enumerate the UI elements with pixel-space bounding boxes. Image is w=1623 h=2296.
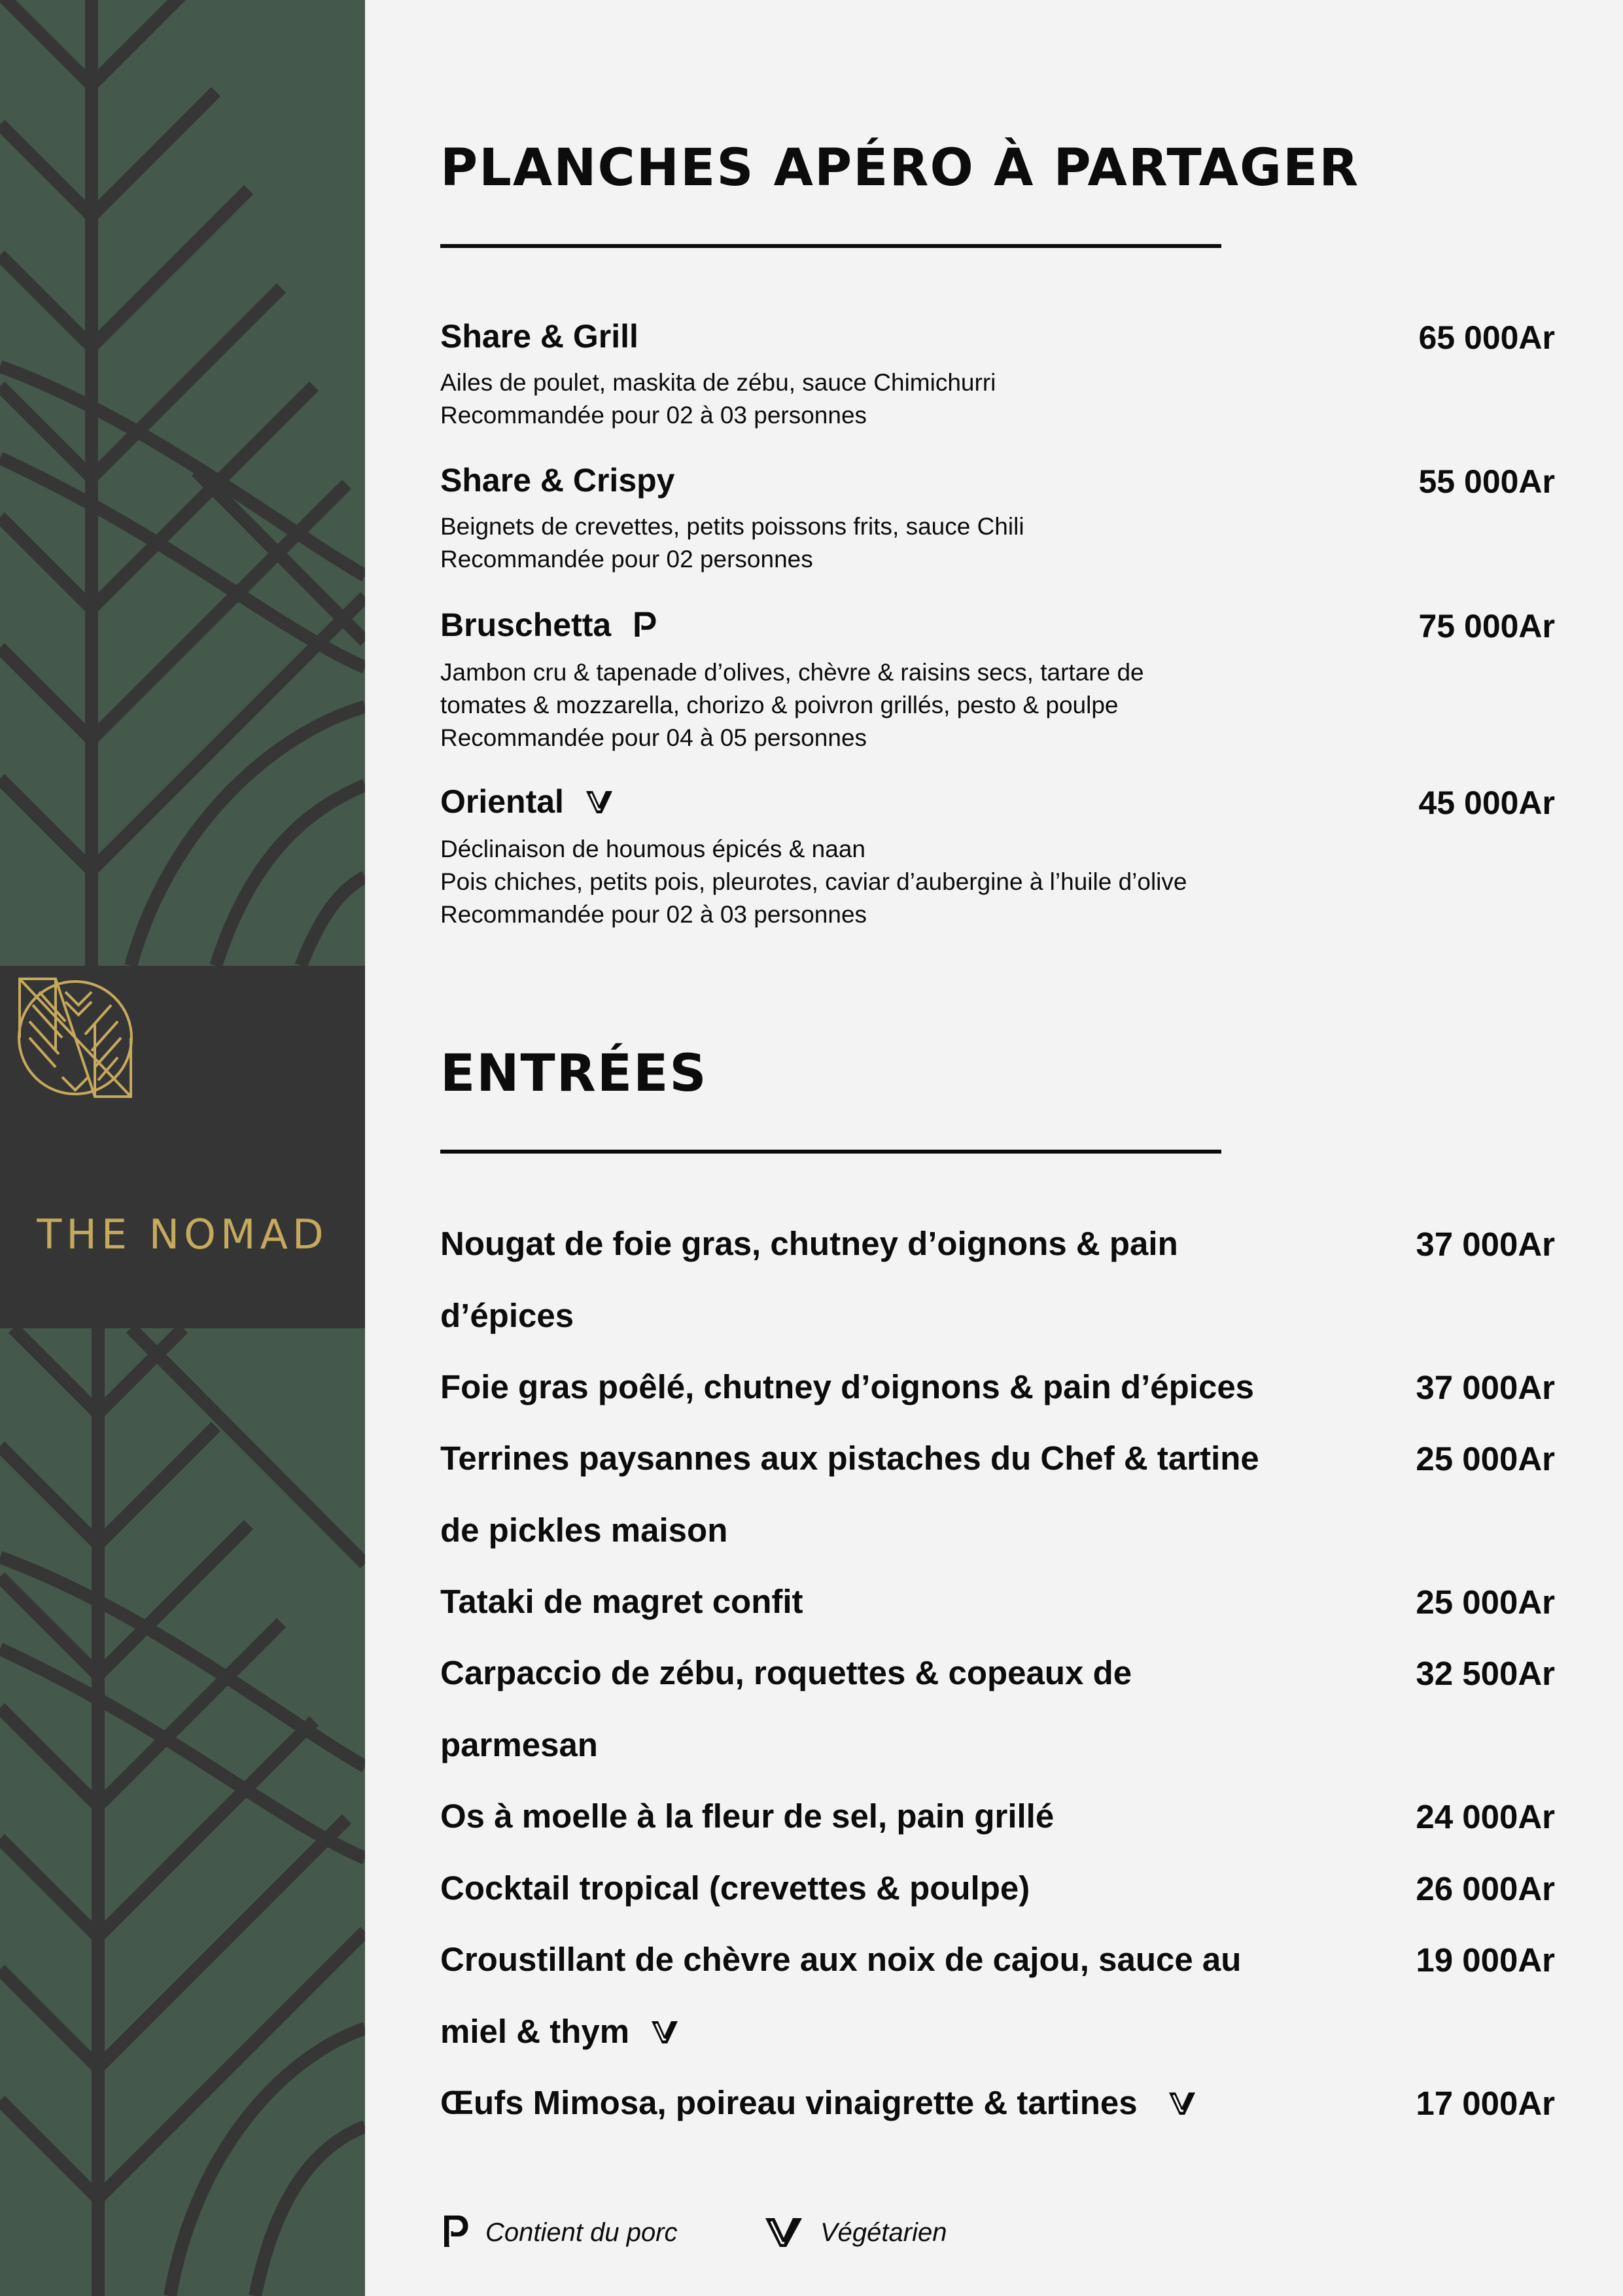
- logo-band: [0, 966, 365, 1328]
- sidebar-pattern: [0, 0, 365, 2296]
- entree-price: 32 500Ar: [1416, 1655, 1555, 1692]
- description-line: Déclinaison de houmous épicés & naan: [440, 836, 865, 862]
- description-line: Beignets de crevettes, petits poissons frits, sauce Chili: [440, 513, 1024, 540]
- item-description: [440, 833, 1291, 931]
- entree-price: 25 000Ar: [1416, 1583, 1555, 1621]
- entree-item: [440, 2067, 1291, 2139]
- entree-name-line: Foie gras poêlé, chutney d’oignons & pain d’épices: [440, 1368, 1255, 1405]
- entree-item: [440, 1637, 1291, 1781]
- description-line: Pois chiches, petits pois, pleurotes, caviar d’aubergine à l’huile d’olive: [440, 868, 1187, 895]
- pork-icon: [631, 610, 659, 639]
- section-divider: [440, 244, 1221, 248]
- item-description: [440, 510, 1291, 576]
- entree-item: [440, 1852, 1291, 1924]
- item-name: Bruschetta: [440, 607, 612, 643]
- entree-name-line: Œufs Mimosa, poireau vinaigrette & tartines: [440, 2084, 1138, 2121]
- nomad-logo-icon: [0, 966, 150, 1110]
- item-price: 55 000Ar: [1418, 463, 1555, 500]
- entree-item: [440, 1566, 1291, 1638]
- item-description: [440, 656, 1291, 754]
- entree-item: [440, 1208, 1291, 1352]
- description-line: Jambon cru & tapenade d’olives, chèvre & raisins secs, tartare de: [440, 659, 1144, 686]
- entree-name-line: Nougat de foie gras, chutney d’oignons & pain: [440, 1225, 1178, 1262]
- vegetarian-icon: [1166, 2089, 1198, 2117]
- entree-name-row: [440, 1996, 1291, 2068]
- item-name: Share & Grill: [440, 318, 638, 355]
- entree-price: 19 000Ar: [1416, 1941, 1555, 1979]
- entree-item: [440, 1351, 1291, 1423]
- entree-name-line: Carpaccio de zébu, roquettes & copeaux de: [440, 1654, 1132, 1691]
- item-name: Share & Crispy: [440, 462, 675, 499]
- brand-name: THE NOMAD: [37, 1210, 328, 1258]
- legend-veg-label: Végétarien: [820, 2218, 947, 2247]
- item-price: 65 000Ar: [1418, 319, 1555, 356]
- entree-name-line: Terrines paysannes aux pistaches du Chef & tartine: [440, 1439, 1259, 1477]
- item-price: 75 000Ar: [1418, 608, 1555, 645]
- item-price: 45 000Ar: [1418, 785, 1555, 821]
- entree-price: 37 000Ar: [1416, 1369, 1555, 1406]
- section-title-entrees: ENTRÉES: [440, 1044, 708, 1103]
- entree-name-line: Cocktail tropical (crevettes & poulpe): [440, 1869, 1030, 1907]
- section-divider: [440, 1150, 1221, 1154]
- description-line: Recommandée pour 02 à 03 personnes: [440, 402, 867, 429]
- entree-price: 25 000Ar: [1416, 1440, 1555, 1477]
- entree-price: 24 000Ar: [1416, 1798, 1555, 1835]
- entree-name-line: Croustillant de chèvre aux noix de cajou, sauce au: [440, 1941, 1242, 1978]
- entree-name-line: parmesan: [440, 1726, 598, 1763]
- entree-price: 26 000Ar: [1416, 1870, 1555, 1907]
- section-title-planches: PLANCHES APÉRO À PARTAGER: [440, 139, 1360, 198]
- item-name-row: [440, 606, 659, 644]
- entree-item: [440, 1422, 1291, 1566]
- entree-name-line: d’épices: [440, 1297, 574, 1334]
- entree-name-row: [440, 2067, 1291, 2139]
- item-description: [440, 366, 1291, 432]
- description-line: Recommandée pour 04 à 05 personnes: [440, 724, 867, 751]
- item-name-row: [440, 783, 615, 821]
- description-line: Ailes de poulet, maskita de zébu, sauce Chimichurri: [440, 369, 996, 396]
- entree-name-line: miel & thym: [440, 2013, 630, 2050]
- description-line: tomates & mozzarella, chorizo & poivron grillés, pesto & poulpe: [440, 692, 1119, 718]
- entree-name-line: de pickles maison: [440, 1511, 728, 1549]
- vegetarian-icon: [584, 787, 615, 816]
- description-line: Recommandée pour 02 personnes: [440, 546, 813, 573]
- pork-icon: [440, 2214, 472, 2248]
- entree-price: 37 000Ar: [1416, 1226, 1555, 1263]
- entree-item: [440, 1780, 1291, 1852]
- legend-pork-label: Contient du porc: [485, 2218, 678, 2247]
- entree-price: 17 000Ar: [1416, 2085, 1555, 2122]
- description-line: Recommandée pour 02 à 03 personnes: [440, 901, 867, 928]
- item-name: Oriental: [440, 783, 564, 820]
- vegetarian-icon: [763, 2216, 805, 2250]
- entree-name-line: Tataki de magret confit: [440, 1583, 803, 1620]
- entree-name-line: Os à moelle à la fleur de sel, pain grillé: [440, 1797, 1055, 1835]
- vegetarian-icon: [649, 2017, 680, 2046]
- entree-item: [440, 1924, 1291, 2068]
